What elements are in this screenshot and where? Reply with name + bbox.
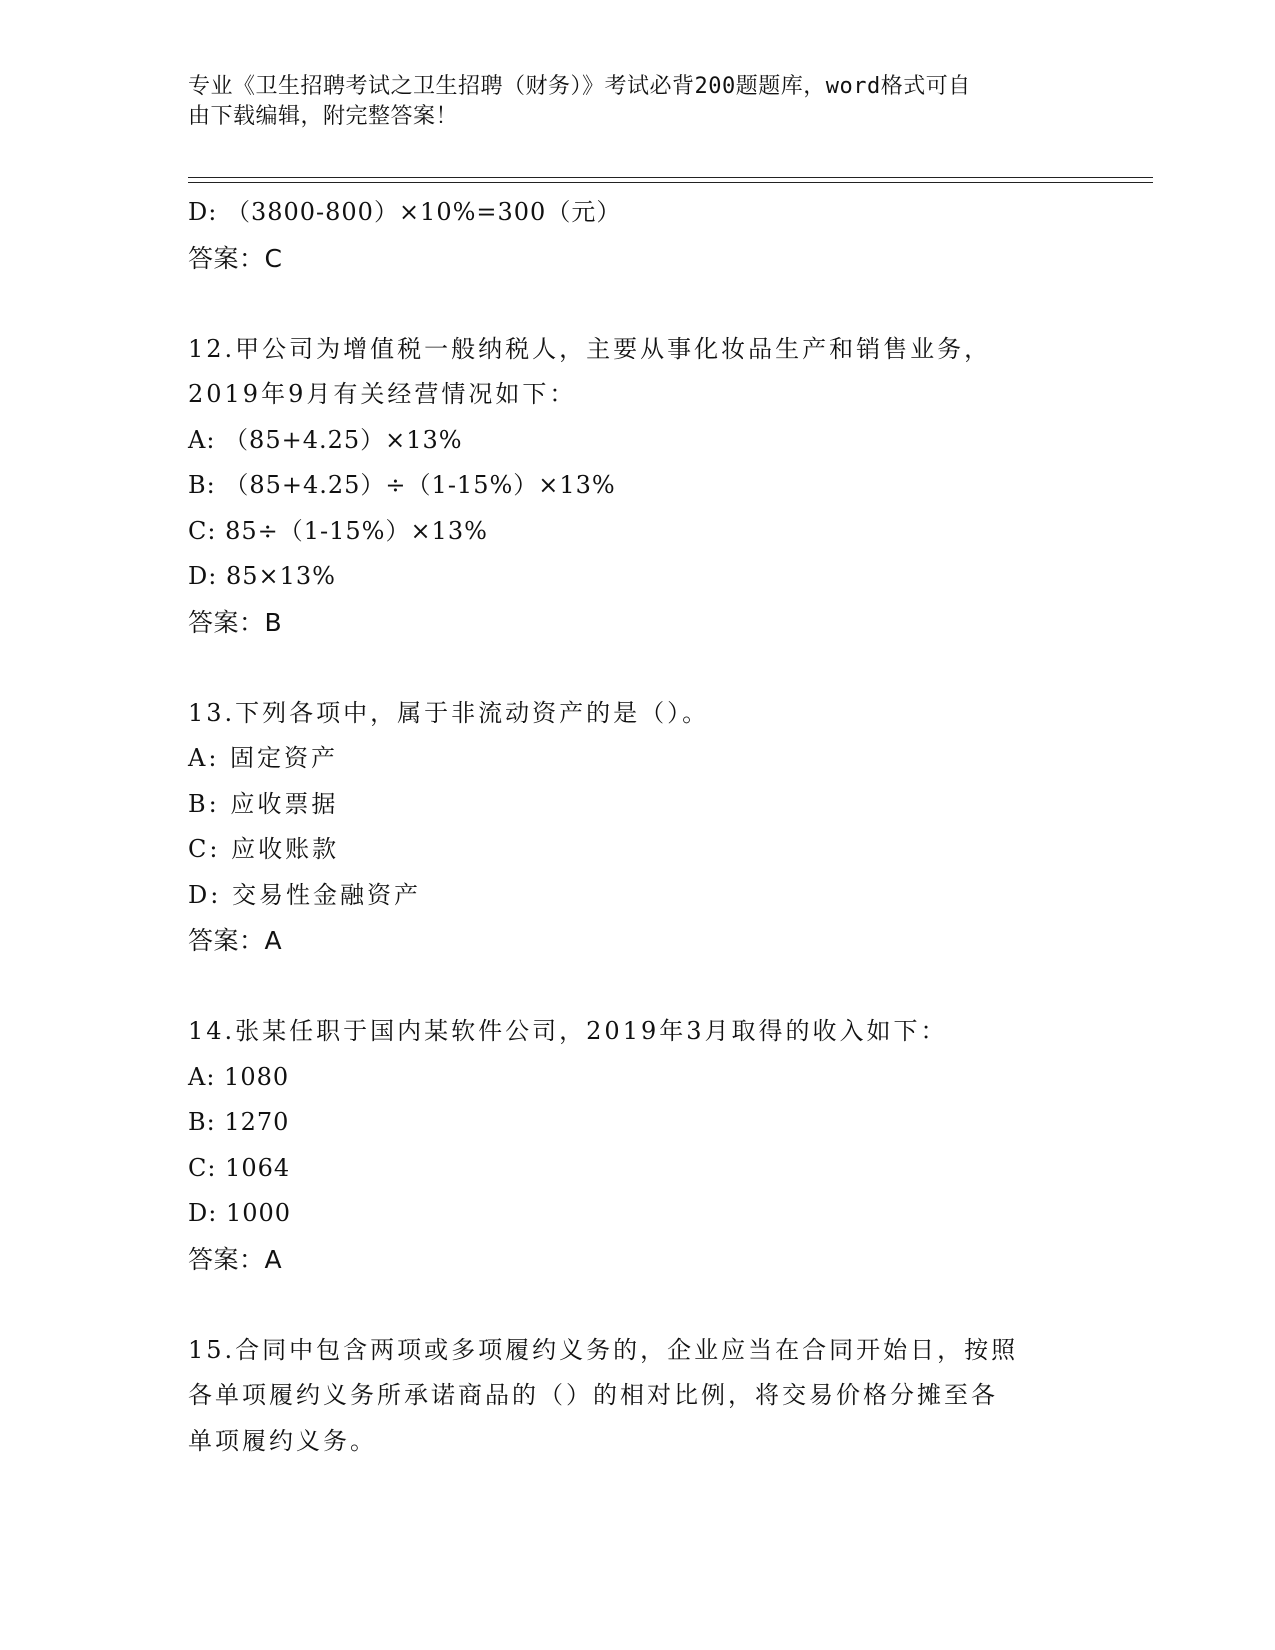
option-d: D: 85×13% xyxy=(188,562,336,590)
option-c: C: 应收账款 xyxy=(188,835,340,863)
question-block-15 xyxy=(188,1328,1088,1465)
option-b: B: 1270 xyxy=(188,1108,290,1136)
option-a: A: （85+4.25）×13% xyxy=(188,425,463,454)
question-text: 各单项履约义务所承诺商品的（）的相对比例，将交易价格分摊至各 xyxy=(188,1381,998,1409)
option-c: C: 1064 xyxy=(188,1153,291,1182)
question-text: 单项履约义务。 xyxy=(188,1426,377,1455)
option-a: A: 1080 xyxy=(188,1062,290,1091)
header-divider-top xyxy=(188,177,1153,178)
question-list xyxy=(188,190,1088,1464)
question-text: 13.下列各项中，属于非流动资产的是（）。 xyxy=(188,698,710,727)
answer-label: 答案：A xyxy=(188,926,283,955)
header-line-2: 由下载编辑，附完整答案！ xyxy=(188,104,459,129)
option-c: C: 85÷（1-15%）×13% xyxy=(188,516,488,545)
question-text: 2019年9月有关经营情况如下： xyxy=(188,380,577,408)
spacer xyxy=(188,964,1088,1010)
option-d: D: 交易性金融资产 xyxy=(188,880,421,909)
spacer xyxy=(188,1282,1088,1328)
question-block-14 xyxy=(188,1009,1088,1282)
page-header xyxy=(188,72,1068,132)
option-d: D: 1000 xyxy=(188,1199,292,1227)
answer-label: 答案：B xyxy=(188,607,283,637)
option-a: A: 固定资产 xyxy=(188,744,339,772)
question-block-13 xyxy=(188,691,1088,964)
header-divider-bottom xyxy=(188,182,1153,183)
spacer xyxy=(188,281,1088,327)
option-d: D: （3800-800）×10%=300（元） xyxy=(188,198,622,226)
question-text: 14.张某任职于国内某软件公司，2019年3月取得的收入如下： xyxy=(188,1017,948,1045)
spacer xyxy=(188,645,1088,691)
question-text: 15.合同中包含两项或多项履约义务的，企业应当在合同开始日，按照 xyxy=(188,1335,1019,1364)
question-text: 12.甲公司为增值税一般纳税人，主要从事化妆品生产和销售业务， xyxy=(188,334,992,363)
option-b: B: 应收票据 xyxy=(188,789,339,818)
header-line-1: 专业《卫生招聘考试之卫生招聘（财务）》考试必背200题题库，word格式可自 xyxy=(188,74,971,99)
question-block-prev xyxy=(188,190,1088,281)
question-block-12 xyxy=(188,327,1088,646)
answer-label: 答案：A xyxy=(188,1244,283,1274)
option-b: B: （85+4.25）÷（1-15%）×13% xyxy=(188,471,616,499)
answer-label: 答案：C xyxy=(188,243,283,273)
